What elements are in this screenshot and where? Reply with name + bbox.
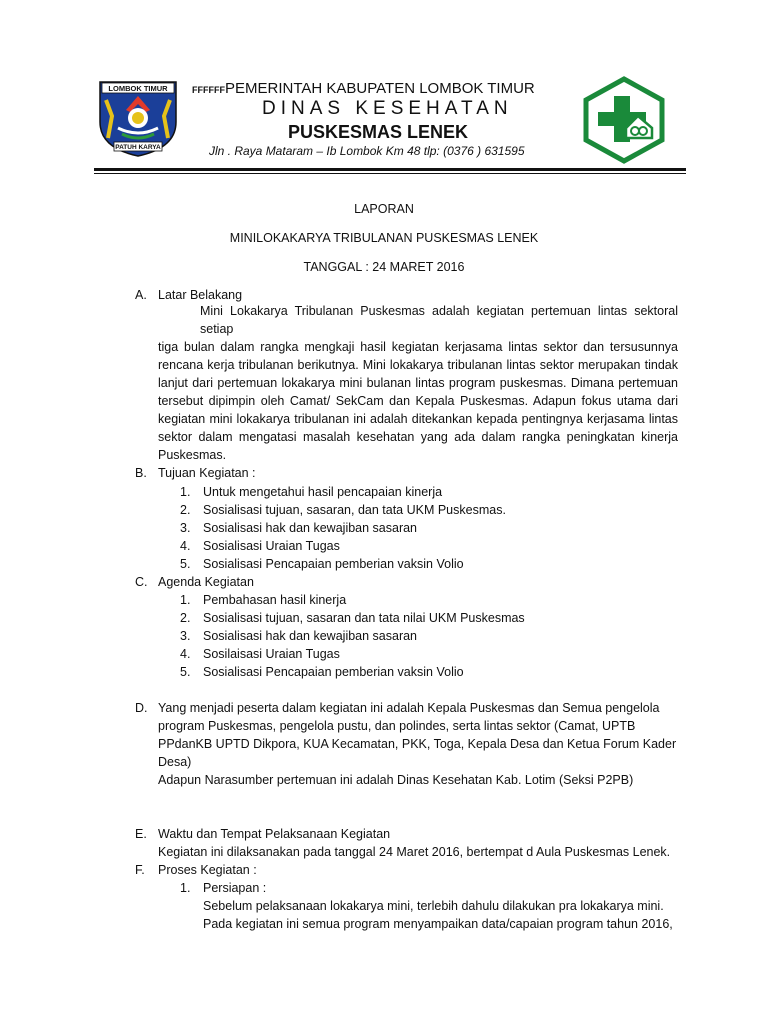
paragraph-line: lanjut dari pertemuan lokakarya mini bulanan lintas program puskesmas. Dimana pertemuan [158, 376, 678, 390]
address-line: Jln . Raya Mataram – Ib Lombok Km 48 tlp: (0376 ) 631595 [209, 144, 525, 158]
list-number: 3. [180, 629, 191, 643]
list-item: Sosialisasi Pencapaian pemberian vaksin Volio [203, 557, 464, 571]
section-f-letter: F. [135, 863, 145, 877]
government-name: PEMERINTAH KABUPATEN LOMBOK TIMUR [225, 80, 535, 97]
paragraph-line: tersebut dipimpin oleh Camat/ SekCam dan Kepala Puskesmas. Adapun fokus utama dari [158, 394, 678, 408]
section-f-line: Pada kegiatan ini semua program menyampaikan data/capaian program tahun 2016, [203, 917, 673, 931]
list-number: 2. [180, 503, 191, 517]
crest-top-text: LOMBOK TIMUR [108, 84, 168, 93]
report-title: LAPORAN [354, 202, 414, 216]
list-number: 1. [180, 593, 191, 607]
unit-name: PUSKESMAS LENEK [288, 122, 469, 142]
list-item: Sosialisasi Uraian Tugas [203, 539, 340, 553]
header-rule-thin [94, 173, 686, 174]
list-number: 2. [180, 611, 191, 625]
paragraph-line: program Puskesmas, pengelola pustu, dan polindes, serta lintas sektor (Camat, UPTB [158, 719, 636, 733]
section-f-item-heading: Persiapan : [203, 881, 267, 895]
list-number: 3. [180, 521, 191, 535]
list-item: Sosialisasi tujuan, sasaran dan tata nilai UKM Puskesmas [203, 611, 525, 625]
section-f-line: Sebelum pelaksanaan lokakarya mini, terlebih dahulu dilakukan pra lokakarya mini. [203, 899, 664, 913]
section-e-text: Kegiatan ini dilaksanakan pada tanggal 24 Maret 2016, bertempat d Aula Puskesmas Lenek. [158, 845, 671, 859]
list-item: Sosialisasi Pencapaian pemberian vaksin Volio [203, 665, 464, 679]
list-number: 1. [180, 881, 191, 895]
header-rule-thick [94, 168, 686, 171]
puskesmas-logo [580, 76, 668, 164]
report-date: TANGGAL : 24 MARET 2016 [303, 260, 465, 274]
paragraph-line: kegiatan mini lokakarya tribulanan ini adalah ditekankan kepada pentingnya kerjasama lintas [158, 412, 678, 426]
list-number: 4. [180, 539, 191, 553]
report-subtitle: MINILOKAKARYA TRIBULANAN PUSKESMAS LENEK [229, 231, 539, 245]
section-d-paragraph [158, 699, 678, 789]
section-c-heading: Agenda Kegiatan [158, 575, 254, 589]
government-prefix: FFFFFF [192, 85, 225, 95]
paragraph-line: tiga bulan dalam rangka mengkaji hasil kegiatan kerjasama lintas sektor dan tersusunnya [158, 340, 678, 354]
list-item: Sosialisasi tujuan, sasaran, dan tata UKM Puskesmas. [203, 503, 506, 517]
paragraph-line: Puskesmas. [158, 448, 227, 462]
section-a-paragraph [158, 302, 678, 464]
list-item: Untuk mengetahui hasil pencapaian kinerja [203, 485, 443, 499]
list-number: 4. [180, 647, 191, 661]
paragraph-line: rencana kerja tribulanan berikutnya. Mini lokakarya tribulanan lintas sektor merupakan tindak [158, 358, 678, 372]
crest-bottom-text: PATUH KARYA [115, 144, 161, 151]
section-a-letter: A. [135, 288, 147, 302]
section-f-heading: Proses Kegiatan : [158, 863, 257, 877]
list-number: 5. [180, 557, 191, 571]
agency-name: DINAS KESEHATAN [262, 98, 513, 119]
government-line [192, 80, 535, 97]
list-number: 5. [180, 665, 191, 679]
list-item: Sosialisasi hak dan kewajiban sasaran [203, 629, 418, 643]
paragraph-line: sektor dalam mengatasi masalah kesehatan yang ada dalam rangka peningkatan kinerja [158, 430, 678, 444]
paragraph-line: Adapun Narasumber pertemuan ini adalah Dinas Kesehatan Kab. Lotim (Seksi P2PB) [158, 773, 634, 787]
section-d-letter: D. [135, 701, 148, 715]
lombok-timur-crest-logo [96, 78, 180, 158]
paragraph-line: Mini Lokakarya Tribulanan Puskesmas adalah kegiatan pertemuan lintas sektoral setiap [200, 304, 678, 336]
section-a-heading: Latar Belakang [158, 288, 243, 302]
section-e-letter: E. [135, 827, 147, 841]
section-c-letter: C. [135, 575, 148, 589]
paragraph-line: PPdanKB UPTD Dikpora, KUA Kecamatan, PKK, Toga, Kepala Desa dan Ketua Forum Kader [158, 737, 677, 751]
section-b-letter: B. [135, 466, 147, 480]
list-item: Sosilaisasi Uraian Tugas [203, 647, 340, 661]
list-item: Pembahasan hasil kinerja [203, 593, 347, 607]
section-b-heading: Tujuan Kegiatan : [158, 466, 256, 480]
list-item: Sosialisasi hak dan kewajiban sasaran [203, 521, 418, 535]
list-number: 1. [180, 485, 191, 499]
paragraph-line: Desa) [158, 755, 192, 769]
paragraph-line: Yang menjadi peserta dalam kegiatan ini adalah Kepala Puskesmas dan Semua pengelola [158, 701, 660, 715]
section-e-heading: Waktu dan Tempat Pelaksanaan Kegiatan [158, 827, 391, 841]
